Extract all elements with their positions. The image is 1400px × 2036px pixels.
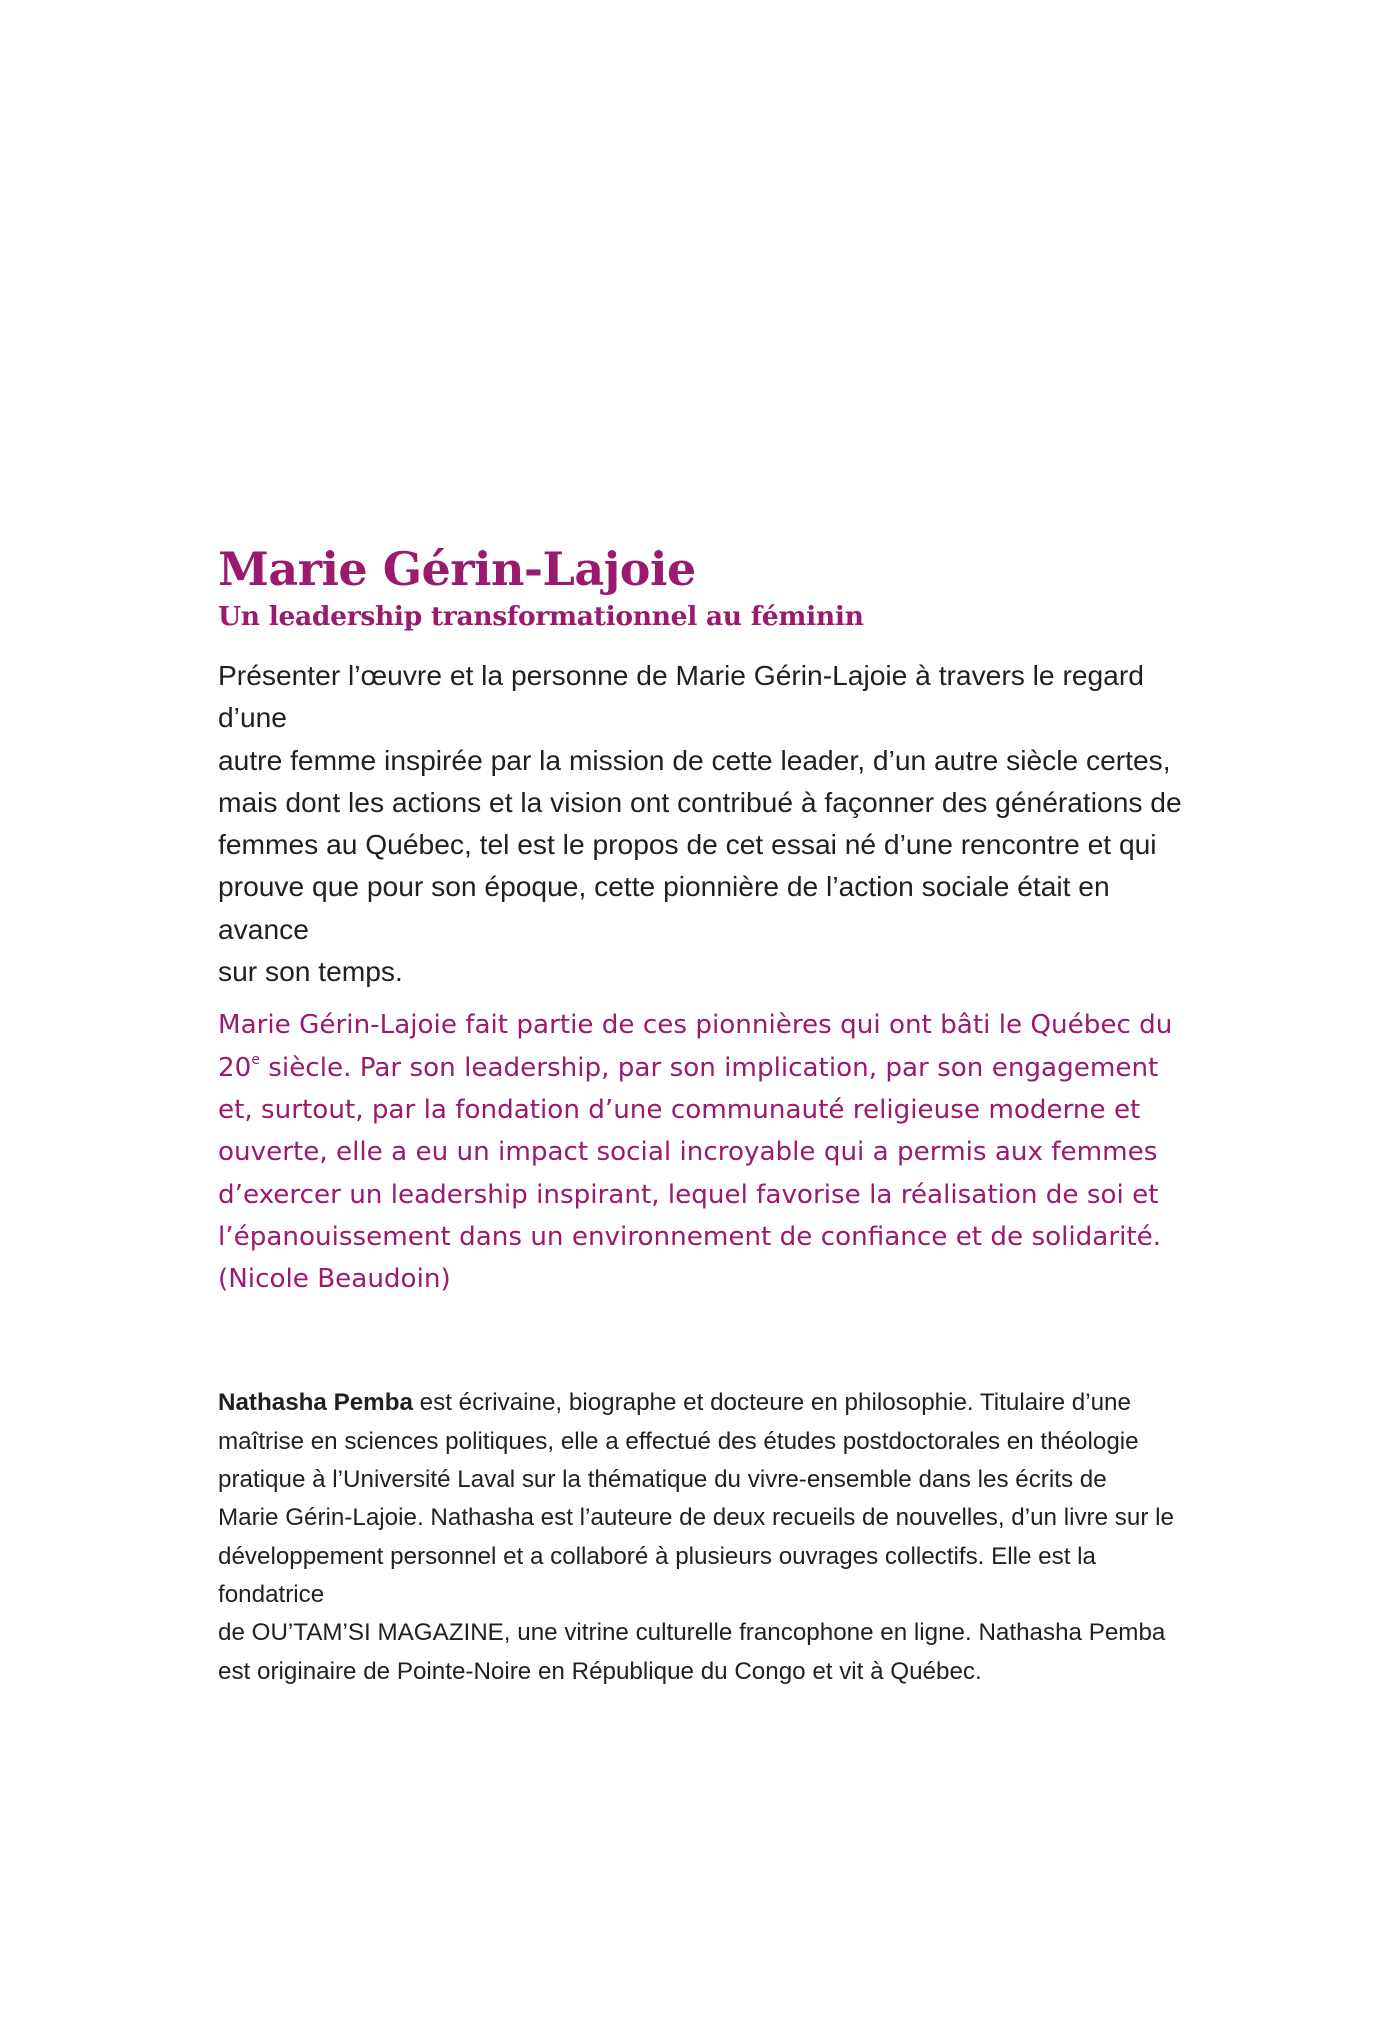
book-title: Marie Gérin-Lajoie <box>218 542 696 596</box>
bio-line: de OU’TAM’SI MAGAZINE, une vitrine culturelle francophone en ligne. Nathasha Pemba <box>218 1619 1166 1647</box>
century-superscript: e <box>251 1051 260 1068</box>
book-subtitle: Un leadership transformationnel au féminin <box>218 601 864 632</box>
intro-line: mais dont les actions et la vision ont contribué à façonner des générations de <box>218 785 1182 818</box>
bio-line: est écrivaine, biographe et docteure en philosophie. Titulaire d’une <box>412 1389 1131 1417</box>
testimonial-quote <box>218 1004 1188 1300</box>
quote-line: l’épanouissement dans un environnement de confiance et de solidarité. <box>218 1221 1162 1252</box>
quote-line: Marie Gérin-Lajoie fait partie de ces pionnières qui ont bâti le Québec du <box>218 1010 1173 1041</box>
century-number: 20 <box>218 1052 252 1083</box>
bio-line: Marie Gérin-Lajoie. Nathasha est l’auteure de deux recueils de nouvelles, d’un livre sur le <box>218 1504 1174 1532</box>
quote-line: et, surtout, par la fondation d’une communauté religieuse moderne et <box>218 1094 1141 1125</box>
bio-line: maîtrise en sciences politiques, elle a effectué des études postdoctorales en théologie <box>218 1427 1139 1455</box>
quote-line: d’exercer un leadership inspirant, lequel favorise la réalisation de soi et <box>218 1179 1159 1210</box>
bio-line: développement personnel et a collaboré à plusieurs ouvrages collectifs. Elle est la fondatrice <box>218 1542 1096 1608</box>
quote-attribution: (Nicole Beaudoin) <box>218 1264 451 1295</box>
intro-line: Présenter l’œuvre et la personne de Marie Gérin-Lajoie à travers le regard d’une <box>218 659 1144 734</box>
back-cover-content <box>218 540 1188 1691</box>
author-name: Nathasha Pemba <box>218 1389 413 1417</box>
intro-line: femmes au Québec, tel est le propos de cet essai né d’une rencontre et qui <box>218 828 1157 861</box>
bio-line: est originaire de Pointe-Noire en République du Congo et vit à Québec. <box>218 1657 982 1685</box>
intro-line: prouve que pour son époque, cette pionnière de l’action sociale était en avance <box>218 870 1110 945</box>
author-bio <box>218 1384 1188 1690</box>
intro-line: autre femme inspirée par la mission de cette leader, d’un autre siècle certes, <box>218 743 1171 776</box>
intro-line: sur son temps. <box>218 955 403 988</box>
intro-paragraph <box>218 654 1188 992</box>
quote-line: ouverte, elle a eu un impact social incroyable qui a permis aux femmes <box>218 1137 1158 1168</box>
bio-line: pratique à l’Université Laval sur la thématique du vivre-ensemble dans les écrits de <box>218 1466 1107 1494</box>
quote-line: siècle. Par son leadership, par son implication, par son engagement <box>259 1052 1159 1083</box>
